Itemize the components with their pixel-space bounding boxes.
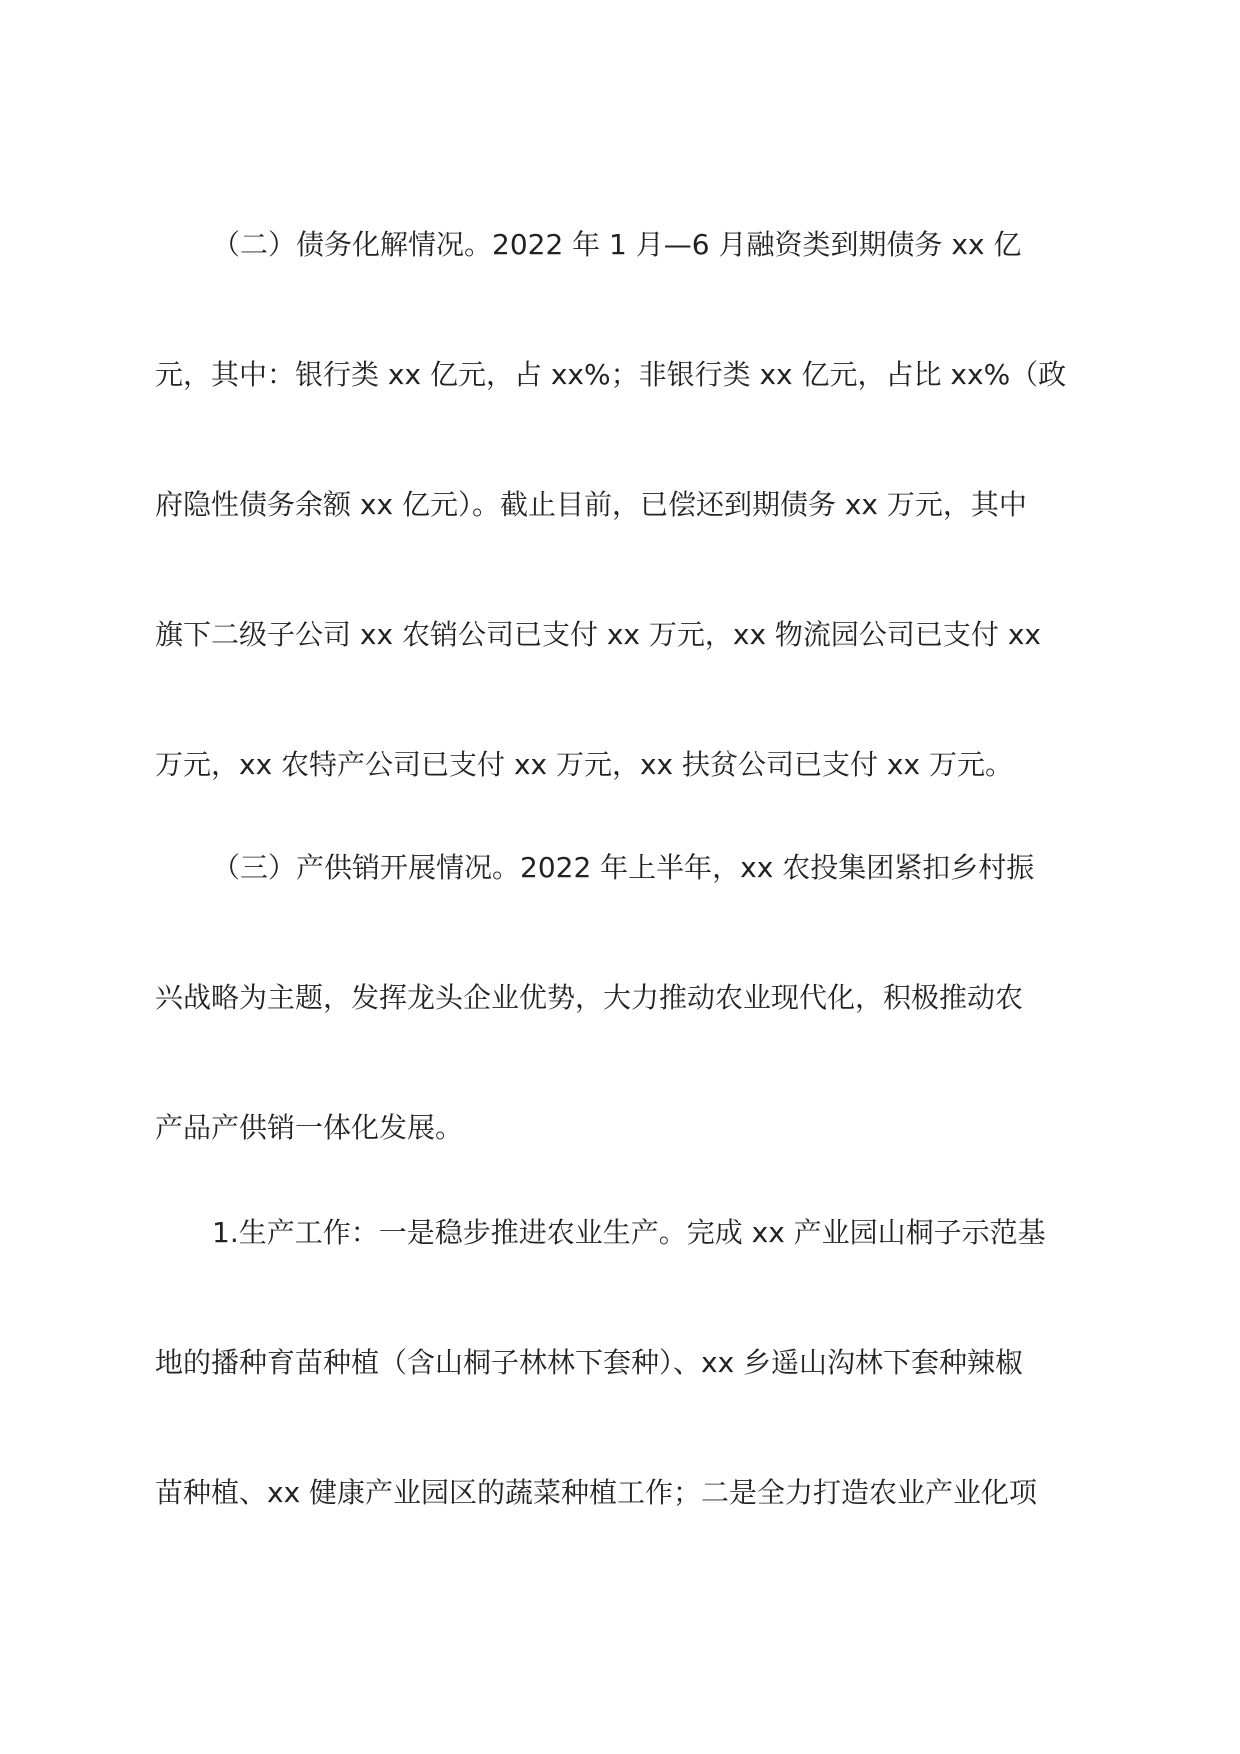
paragraph-2-line-2: 元，其中：银行类 xx 亿元，占 xx%；非银行类 xx 亿元，占比 xx%（政: [155, 358, 1067, 391]
paragraph-4-line-2: 地的播种育苗种植（含山桐子林林下套种）、xx 乡遥山沟林下套种辣椒: [155, 1346, 1024, 1379]
paragraph-4-line-3: 苗种植、xx 健康产业园区的蔬菜种植工作；二是全力打造农业产业化项: [155, 1476, 1038, 1509]
paragraph-2-line-4: 旗下二级子公司 xx 农销公司已支付 xx 万元，xx 物流园公司已支付 xx: [155, 618, 1041, 651]
paragraph-3-line-3: 产品产供销一体化发展。: [155, 1111, 464, 1144]
paragraph-3-line-1: （三）产供销开展情况。2022 年上半年，xx 农投集团紧扣乡村振: [212, 851, 1035, 884]
paragraph-2-line-3: 府隐性债务余额 xx 亿元）。截止目前，已偿还到期债务 xx 万元，其中: [155, 488, 1027, 521]
paragraph-2-line-1: （二）债务化解情况。2022 年 1 月—6 月融资类到期债务 xx 亿: [212, 228, 1022, 261]
paragraph-4-line-1: 1.生产工作：一是稳步推进农业生产。完成 xx 产业园山桐子示范基: [212, 1216, 1046, 1249]
paragraph-2-line-5: 万元，xx 农特产公司已支付 xx 万元，xx 扶贫公司已支付 xx 万元。: [155, 748, 1013, 781]
paragraph-3-line-2: 兴战略为主题，发挥龙头企业优势，大力推动农业现代化，积极推动农: [155, 981, 1024, 1014]
